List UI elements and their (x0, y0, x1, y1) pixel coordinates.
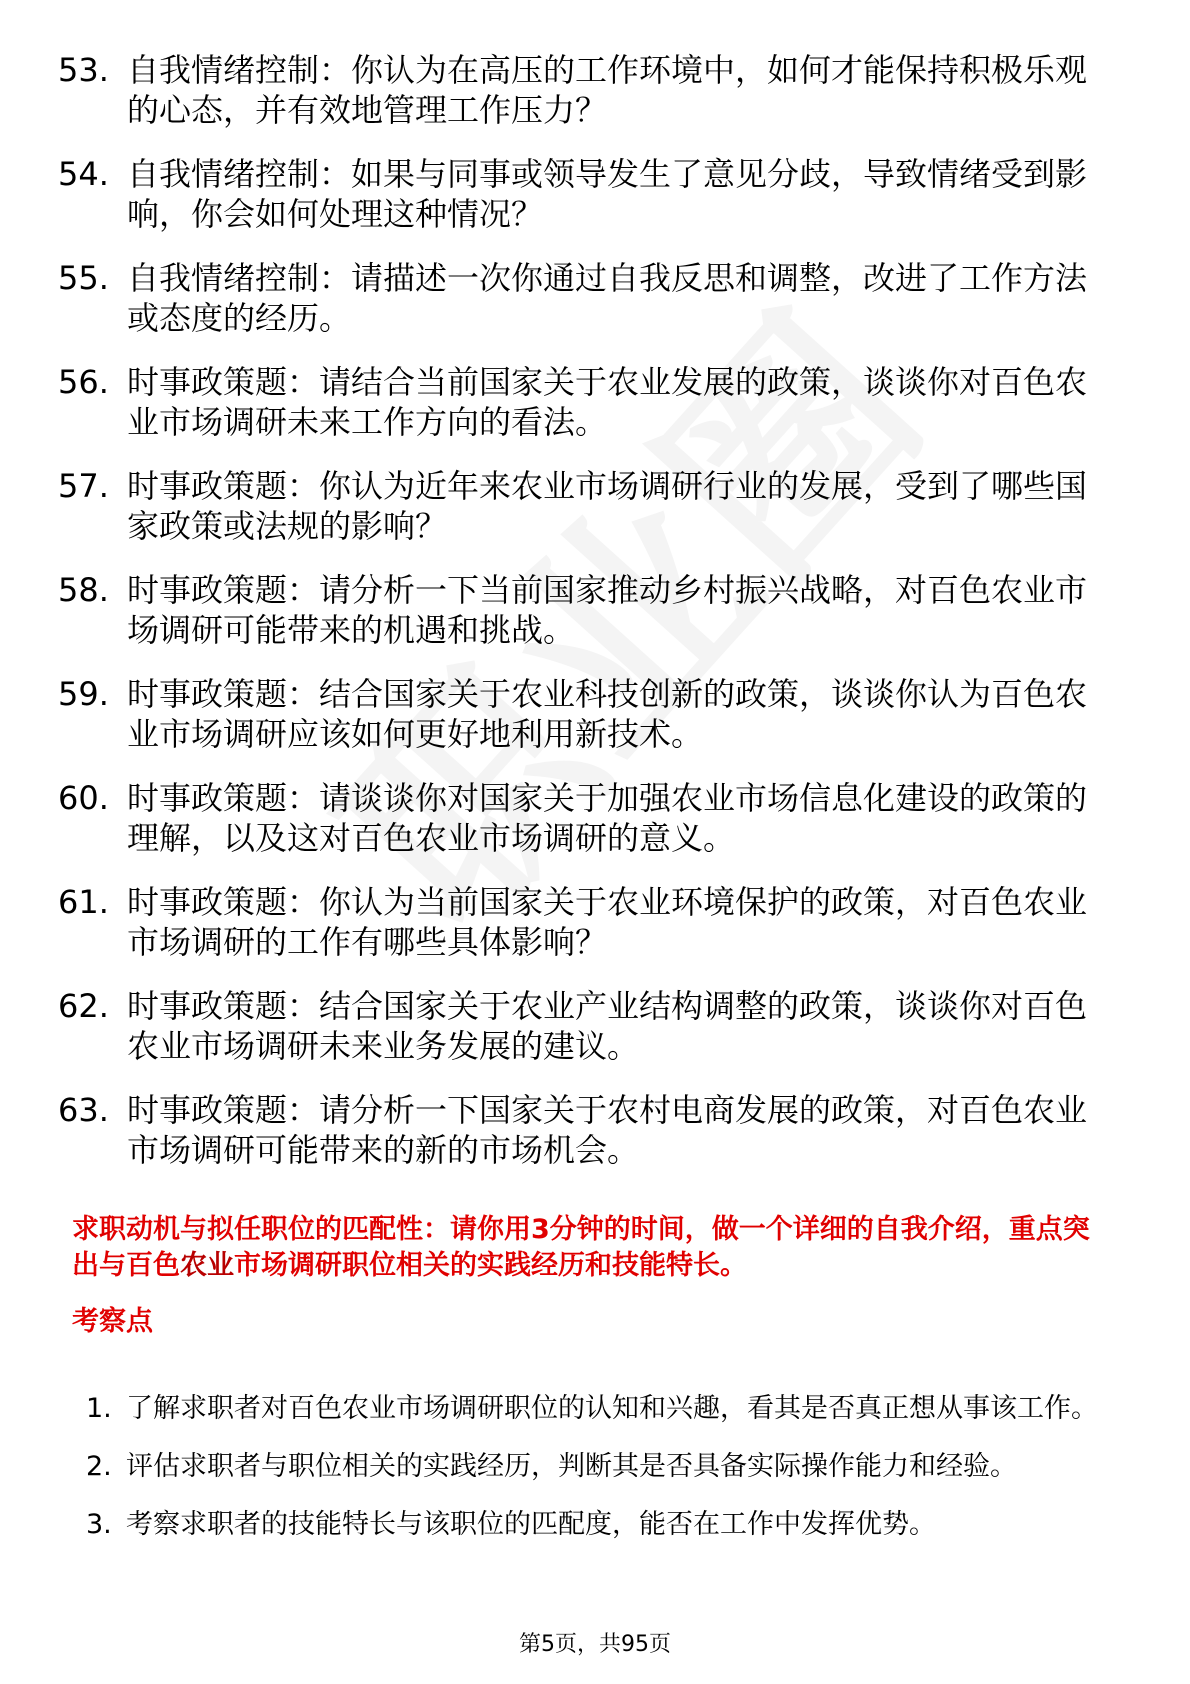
question-text: 自我情绪控制：请描述一次你通过自我反思和调整，改进了工作方法或态度的经历。 (127, 259, 1088, 337)
question-item (58, 1090, 1118, 1170)
question-item (58, 570, 1118, 650)
question-text: 时事政策题：请分析一下国家关于农村电商发展的政策，对百色农业市场调研可能带来的新的市场机会。 (127, 1091, 1088, 1169)
points-list (86, 1380, 1116, 1554)
question-item (58, 778, 1118, 858)
page-footer: 第5页，共95页 (519, 1632, 671, 1657)
question-number: 54. (58, 155, 109, 193)
question-text: 时事政策题：请结合当前国家关于农业发展的政策，谈谈你对百色农业市场调研未来工作方向的看法。 (127, 363, 1088, 441)
question-number: 61. (58, 883, 109, 921)
question-text: 自我情绪控制：如果与同事或领导发生了意见分歧，导致情绪受到影响，你会如何处理这种情况？ (127, 155, 1088, 233)
point-text: 考察求职者的技能特长与该职位的匹配度，能否在工作中发挥优势。 (126, 1509, 936, 1540)
question-item (58, 882, 1118, 962)
point-number: 3. (86, 1509, 112, 1540)
question-text: 自我情绪控制：你认为在高压的工作环境中，如何才能保持积极乐观的心态，并有效地管理工作压力？ (127, 51, 1088, 129)
point-item (86, 1496, 1116, 1554)
question-number: 56. (58, 363, 109, 401)
point-number: 2. (86, 1451, 112, 1482)
question-text: 时事政策题：你认为当前国家关于农业环境保护的政策，对百色农业市场调研的工作有哪些具体影响？ (127, 883, 1088, 961)
points-title: 考察点 (72, 1306, 153, 1337)
question-number: 55. (58, 259, 109, 297)
question-text: 时事政策题：结合国家关于农业科技创新的政策，谈谈你认为百色农业市场调研应该如何更好地利用新技术。 (127, 675, 1088, 753)
question-item (58, 258, 1118, 338)
question-number: 59. (58, 675, 109, 713)
point-item (86, 1438, 1116, 1496)
question-item (58, 466, 1118, 546)
question-number: 53. (58, 51, 109, 89)
section-heading-emphasis: 农业 (180, 1250, 234, 1281)
question-item (58, 362, 1118, 442)
question-text: 时事政策题：请谈谈你对国家关于加强农业市场信息化建设的政策的理解，以及这对百色农业市场调研的意义。 (127, 779, 1088, 857)
question-number: 63. (58, 1091, 109, 1129)
question-item (58, 50, 1118, 130)
section-heading (72, 1212, 1112, 1284)
question-item (58, 986, 1118, 1066)
point-text: 了解求职者对百色农业市场调研职位的认知和兴趣，看其是否真正想从事该工作。 (126, 1393, 1098, 1424)
question-number: 58. (58, 571, 109, 609)
question-number: 57. (58, 467, 109, 505)
question-item (58, 154, 1118, 234)
point-number: 1. (86, 1393, 112, 1424)
question-list (58, 50, 1118, 1194)
question-number: 60. (58, 779, 109, 817)
point-item (86, 1380, 1116, 1438)
section-heading-part: 市场调研职位相关的实践经历和技能特长。 (234, 1250, 747, 1281)
question-text: 时事政策题：请分析一下当前国家推动乡村振兴战略，对百色农业市场调研可能带来的机遇和挑战。 (127, 571, 1088, 649)
question-text: 时事政策题：你认为近年来农业市场调研行业的发展，受到了哪些国家政策或法规的影响？ (127, 467, 1088, 545)
point-text: 评估求职者与职位相关的实践经历，判断其是否具备实际操作能力和经验。 (126, 1451, 1017, 1482)
question-number: 62. (58, 987, 109, 1025)
question-item (58, 674, 1118, 754)
section-heading-part: 求职动机与拟任职位的匹配性：请你用3分钟的时间，做一个详细的自我介绍，重点突出与百色 (72, 1214, 1090, 1281)
question-text: 时事政策题：结合国家关于农业产业结构调整的政策，谈谈你对百色农业市场调研未来业务发展的建议。 (127, 987, 1088, 1065)
